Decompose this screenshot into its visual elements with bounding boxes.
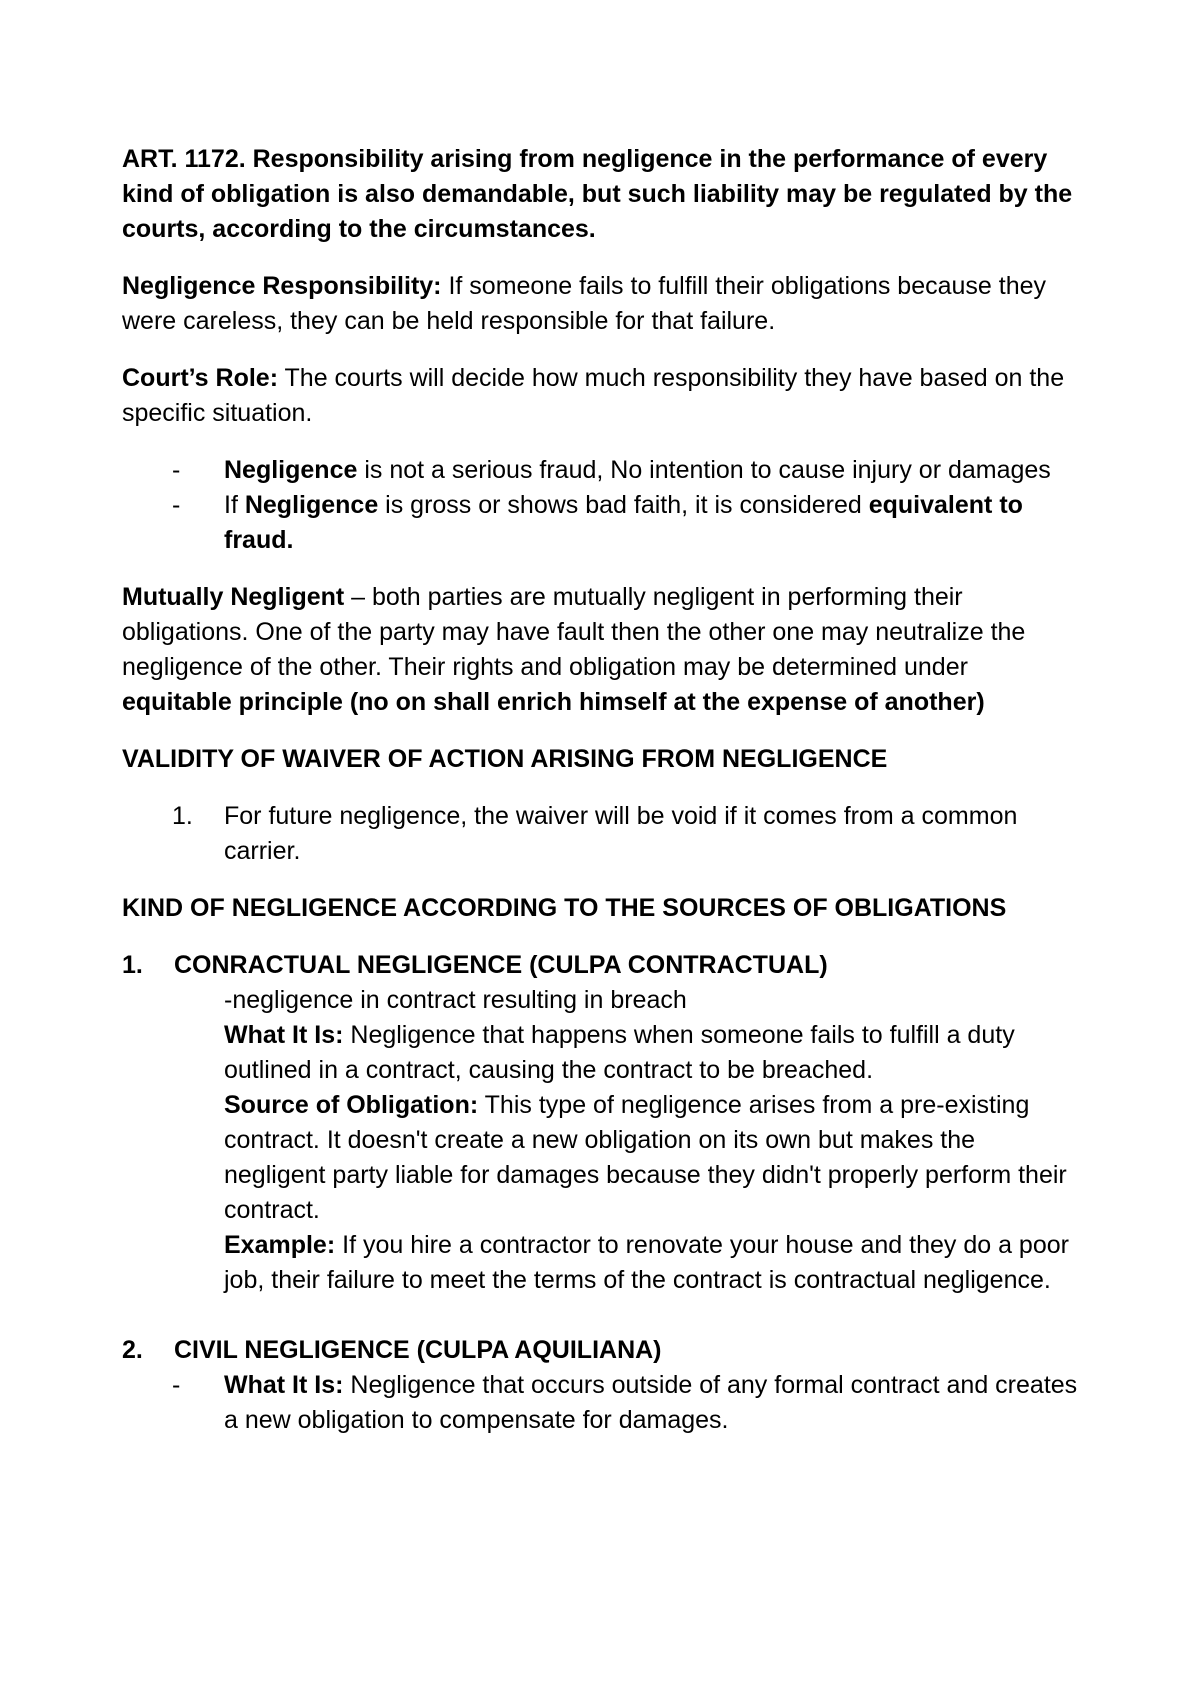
civil-negligence-title [122,1333,1082,1368]
mutually-negligent-paragraph [122,580,1082,720]
dash-marker: - [172,456,181,484]
contractual-example [224,1228,1082,1298]
source-text: This type of negligence arises from a pre-existing contract. It doesn't create a new obligation on its own but makes the negligent party liable for damages because they didn't properly perform their contract. [224,1091,1067,1224]
dash-marker: - [172,1371,181,1399]
what-it-is-text: Negligence that happens when someone fails to fulfill a duty outlined in a contract, causing the contract to be breached. [224,1021,1015,1084]
list-item [122,453,1082,488]
waiver-item-text: For future negligence, the waiver will be void if it comes from a common carrier. [224,802,1018,865]
dash-marker: - [172,491,181,519]
what-it-is-label: What It Is: [224,1371,344,1399]
equivalent-to-fraud-bold: equivalent to fraud. [224,491,1023,554]
list-item [122,488,1082,558]
courts-role-text: The courts will decide how much responsibility they have based on the specific situation. [122,364,1065,427]
list-item [122,799,1082,869]
list-item [122,1368,1082,1438]
article-title: ART. 1172. Responsibility arising from negligence in the performance of every kind of obligation is also demandable, but such liability may be regulated by the courts, according to the circumstances. [122,145,1073,243]
list-item-prefix: If [224,491,245,519]
contractual-source [224,1088,1082,1228]
contractual-negligence-body [122,983,1082,1298]
what-it-is-text: Negligence that occurs outside of any formal contract and creates a new obligation to compensate for damages. [224,1371,1078,1434]
negligence-bold: Negligence [224,456,358,484]
contractual-what-it-is [224,1018,1082,1088]
courts-role-paragraph [122,361,1082,431]
number-marker: 2. [122,1336,143,1364]
contractual-title-text: CONRACTUAL NEGLIGENCE (CULPA CONTRACTUAL) [174,951,828,979]
kinds-heading: KIND OF NEGLIGENCE ACCORDING TO THE SOURCES OF OBLIGATIONS [122,894,1007,922]
spacer [122,1298,1082,1333]
source-label: Source of Obligation: [224,1091,479,1119]
list-item-text: is not a serious fraud, No intention to cause injury or damages [357,456,1051,484]
list-item-text: is gross or shows bad faith, it is considered [378,491,869,519]
example-label: Example: [224,1231,336,1259]
waiver-heading: VALIDITY OF WAIVER OF ACTION ARISING FROM NEGLIGENCE [122,745,888,773]
civil-title-text: CIVIL NEGLIGENCE (CULPA AQUILIANA) [174,1336,662,1364]
equitable-principle-bold: equitable principle (no on shall enrich himself at the expense of another) [122,688,985,716]
negligence-responsibility-text: If someone fails to fulfill their obligations because they were careless, they can be held responsible for that failure. [122,272,1047,335]
negligence-responsibility-paragraph [122,269,1082,339]
waiver-list [122,799,1082,869]
document-content [122,142,1082,1438]
what-it-is-label: What It Is: [224,1021,344,1049]
civil-dash-list [122,1368,1082,1438]
number-marker: 1. [172,802,193,830]
contractual-negligence-title [122,948,1082,983]
negligence-responsibility-label: Negligence Responsibility: [122,272,442,300]
negligence-bold: Negligence [244,491,379,519]
courts-role-label: Court’s Role: [122,364,279,392]
contractual-negligence-section [122,948,1082,1298]
example-text: If you hire a contractor to renovate your house and they do a poor job, their failure to meet the terms of the contract is contractual negligence. [224,1231,1069,1294]
mutually-negligent-label: Mutually Negligent [122,583,345,611]
mutually-negligent-text: – both parties are mutually negligent in performing their obligations. One of the party may have fault then the other one may neutralize the negligence of the other. Their rights and obligation may be determined under [122,583,1026,681]
negligence-dash-list [122,453,1082,558]
civil-negligence-section [122,1333,1082,1438]
number-marker: 1. [122,951,143,979]
contractual-subtitle: -negligence in contract resulting in breach [224,986,687,1014]
